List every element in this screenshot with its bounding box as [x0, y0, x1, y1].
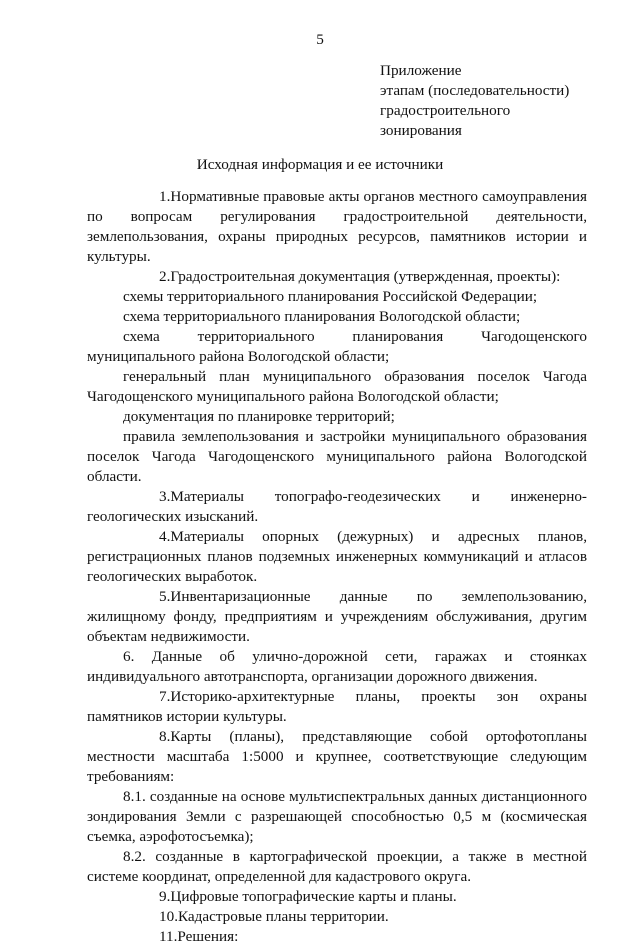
- list-item: [87, 787, 587, 847]
- item-number: 2.: [159, 268, 171, 285]
- list-item: [87, 187, 587, 267]
- list-item: [87, 307, 587, 327]
- item-text: Нормативные правовые акты органов местного самоуправления по вопросам регулирования градостроительной деятельности, землепользования, охраны природных ресурсов, памятников истории и культуры.: [87, 188, 587, 265]
- item-text: Кадастровые планы территории.: [177, 908, 389, 925]
- list-item: [87, 487, 587, 527]
- item-text: Карты (планы), представляющие собой ортофотопланы местности масштаба 1:5000 и крупнее, соответствующие следующим требованиям:: [87, 728, 587, 785]
- item-text: Решения:: [177, 928, 239, 945]
- item-number: 9.: [159, 888, 171, 905]
- item-text: 8.2. созданные в картографической проекции, а также в местной системе координат, определенной для кадастрового округа.: [87, 848, 587, 885]
- list-item: [87, 287, 587, 307]
- item-text: генеральный план муниципального образования поселок Чагода Чагодощенского муниципального района Вологодской области;: [87, 368, 587, 405]
- item-text: правила землепользования и застройки муниципального образования поселок Чагода Чагодощенского муниципального района Вологодской области.: [87, 428, 587, 485]
- item-text: Материалы опорных (дежурных) и адресных планов, регистрационных планов подземных инженерных коммуникаций и атласов геологических выработок.: [87, 528, 587, 585]
- appendix-line: этапам (последовательности): [380, 82, 570, 99]
- item-number: 11.: [159, 928, 178, 945]
- list-item: [87, 687, 587, 727]
- appendix-line: Приложение: [380, 62, 462, 79]
- list-item: [87, 407, 587, 427]
- list-item: [87, 587, 587, 647]
- item-number: 3.: [159, 488, 171, 505]
- item-text: 8.1. созданные на основе мультиспектральных данных дистанционного зондирования Земли с разрешающей способностью 0,5 м (космическая съемка, аэрофотосъемка);: [87, 788, 587, 845]
- item-text: 6. Данные об улично-дорожной сети, гаражах и стоянках индивидуального автотранспорта, организации дорожного движения.: [87, 648, 587, 685]
- item-number: 4.: [159, 528, 171, 545]
- item-text: Материалы топографо-геодезических и инженерно-геологических изысканий.: [87, 488, 587, 525]
- item-text: схема территориального планирования Чагодощенского муниципального района Вологодской области;: [87, 328, 587, 365]
- list-item: [87, 427, 587, 487]
- list-item: [87, 727, 587, 787]
- list-item: [87, 327, 587, 367]
- item-text: Историко-архитектурные планы, проекты зон охраны памятников истории культуры.: [87, 688, 587, 725]
- appendix-line: градостроительного: [380, 102, 511, 119]
- list-item: [87, 647, 587, 687]
- appendix-note: [380, 61, 569, 141]
- item-text: Инвентаризационные данные по землепользованию, жилищному фонду, предприятиям и учреждениям обслуживания, другим объектам недвижимости.: [87, 588, 587, 645]
- item-number: 7.: [159, 688, 171, 705]
- item-text: схема территориального планирования Вологодской области;: [123, 308, 521, 325]
- item-number: 10.: [159, 908, 178, 925]
- item-text: Цифровые топографические карты и планы.: [170, 888, 457, 905]
- list-item: [87, 527, 587, 587]
- list-item: [87, 887, 587, 907]
- item-number: 5.: [159, 588, 171, 605]
- list-item: [87, 267, 587, 287]
- list-item: [87, 927, 587, 947]
- page-number: 5: [316, 31, 324, 48]
- item-text: Градостроительная документация (утвержденная, проекты):: [170, 268, 561, 285]
- item-number: 8.: [159, 728, 171, 745]
- item-text: схемы территориального планирования Российской Федерации;: [123, 288, 538, 305]
- item-number: 1.: [159, 188, 171, 205]
- item-text: документация по планировке территорий;: [123, 408, 395, 425]
- list-item: [87, 907, 587, 927]
- list-item: [87, 847, 587, 887]
- appendix-line: зонирования: [380, 122, 462, 139]
- document-title: Исходная информация и ее источники: [196, 156, 444, 173]
- list-item: [87, 367, 587, 407]
- document-body: [87, 187, 587, 947]
